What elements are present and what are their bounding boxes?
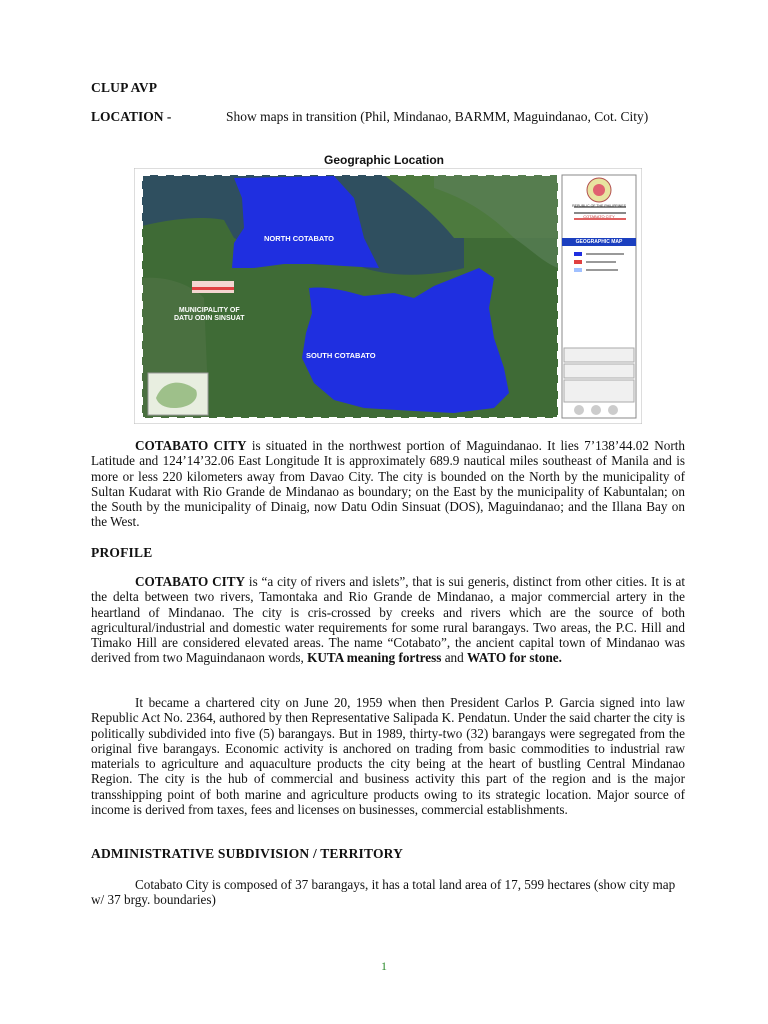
geographic-map <box>134 168 642 424</box>
doc-title: CLUP AVP <box>91 80 158 95</box>
municipality-label-line1: MUNICIPALITY OF <box>178 307 240 314</box>
page-number: 1 <box>381 959 387 973</box>
map-area <box>142 175 558 418</box>
profile-paragraph-1 <box>91 574 685 666</box>
intro-lead: COTABATO CITY <box>135 438 247 453</box>
map-title: Geographic Location <box>323 153 444 167</box>
legend-republic-text: REPUBLIC OF THE PHILIPPINES <box>572 204 626 208</box>
kuta-meaning: KUTA meaning fortress <box>307 650 442 666</box>
legend-panel <box>562 175 636 418</box>
legend-header-label: GEOGRAPHIC MAP <box>575 239 623 245</box>
location-label: LOCATION - <box>91 109 172 124</box>
municipality-label-line2: DATU ODIN SINSUAT <box>174 315 245 322</box>
profile-and: and <box>441 650 468 666</box>
profile-heading: PROFILE <box>91 545 153 560</box>
profile-text: is “a city of rivers and islets”, that is sui generis, distinct from other cities. It is at the delta between two rivers, Tamontaka and Rio Grande de Mindanao, a major commercial artery in the heartland of Mindanao. The city is cris-crossed by creeks and rivers which are the source of both agricultural/industrial and domestic water requirements for some rural barangays. Two areas, the P.C. Hill and Timako Hill are considered elevated areas. The name “Cotabato”, the ancient capital town of Mindanao was derived from two Maguindanaon words, <box>91 574 685 666</box>
admin-heading: ADMINISTRATIVE SUBDIVISION / TERRITORY <box>91 846 404 861</box>
intro-text: is situated in the northwest portion of Maguindanao. It lies 7’138’44.02 North Latitude and 124’14’32.06 East Longitude It is approximately 689.9 nautical miles southeast of Manila and is more or less 220 kilometers away from Davao City. The city is bounded on the North by the municipality of Sultan Kudarat with Rio Grande de Mindanao as boundary; on the East by the municipality of Kabuntalan; on the South by the municipality of Dinaig, now Datu Odin Sinsuat (DOS), Maguindanao; and the Illana Bay on the West. <box>91 438 685 530</box>
inset-map <box>148 373 208 415</box>
profile-lead: COTABATO CITY <box>135 574 246 589</box>
admin-paragraph: Cotabato City is composed of 37 barangays, it has a total land area of 17, 599 hectares (show city map w/ 37 brgy. boundaries) <box>91 877 676 908</box>
location-text: Show maps in transition (Phil, Mindanao, BARMM, Maguindanao, Cot. City) <box>226 109 649 124</box>
cotabato-city-marker <box>192 281 234 293</box>
profile-paragraph-2: It became a chartered city on June 20, 1959 when then President Carlos P. Garcia signed into law Republic Act No. 2364, authored by then Representative Salipada K. Pendatun. Under the said charter the city is politically subdivided into five (5) barangays. But in 1989, thirty-two (32) barangays were segregated from the original five barangays. Economic activity is anchored on trading from basic commodities to industrial raw materials to agriculture and aquaculture products the city being at the heart of bustling Central Mindanao Region. The city is the hub of commercial and business activity this part of the region and is the major transshipping point of both marine and agriculture products owing to its strategic location. Major source of income is derived from taxes, fees and licenses on businesses, commercial establishments. <box>91 695 685 818</box>
municipality-label <box>174 307 245 323</box>
intro-paragraph <box>91 438 685 530</box>
wato-meaning: WATO for stone. <box>467 650 562 666</box>
south-cotabato-label: SOUTH COTABATO <box>306 351 376 360</box>
north-cotabato-label: NORTH COTABATO <box>264 234 334 243</box>
legend-city-text: COTABATO CITY <box>583 214 615 219</box>
